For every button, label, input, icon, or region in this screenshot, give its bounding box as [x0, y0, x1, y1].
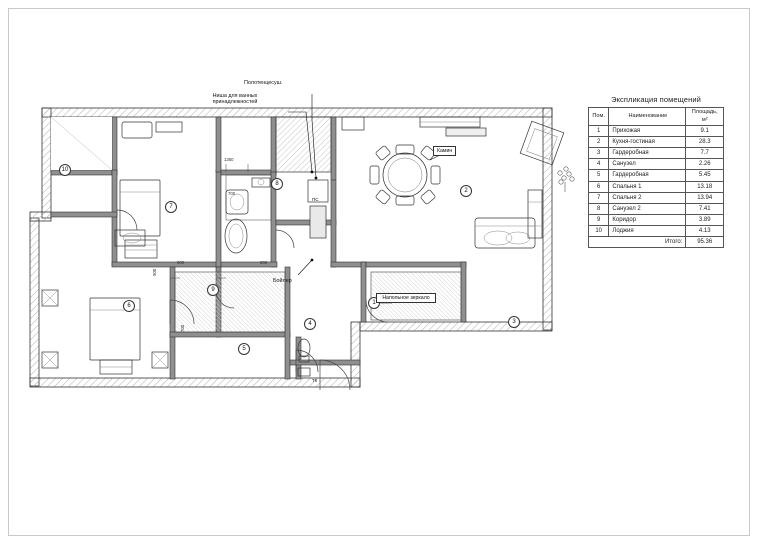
cell-num: 9	[589, 214, 609, 225]
furniture-kitchen-living	[342, 117, 574, 248]
cell-name: Лоджия	[609, 225, 686, 236]
cell-area: 5.45	[686, 170, 724, 181]
specification-block	[588, 95, 724, 248]
cell-num: 3	[589, 148, 609, 159]
room-marker-3: 3	[508, 316, 520, 328]
table-row	[589, 203, 724, 214]
cell-name: Санузел	[609, 159, 686, 170]
table-row	[589, 214, 724, 225]
dimension-700: 700	[228, 191, 236, 196]
dimension-900a: 900	[177, 260, 185, 265]
room-marker-6: 6	[123, 300, 135, 312]
cell-name: Санузел 2	[609, 203, 686, 214]
room-marker-7: 7	[165, 201, 177, 213]
cell-name: Спальня 2	[609, 192, 686, 203]
table-row	[589, 126, 724, 137]
room-marker-1: 1	[368, 297, 380, 309]
cell-num: 4	[589, 159, 609, 170]
furniture-bedroom-1	[42, 230, 168, 374]
annotation-tk: ТК	[312, 378, 318, 383]
cell-num: 8	[589, 203, 609, 214]
total-value: 95.36	[686, 237, 724, 248]
header-area: Площадь, м²	[686, 108, 724, 126]
plan-svg	[20, 60, 580, 480]
annotation-towel-rail: Полотенцесуш.	[244, 80, 283, 86]
cell-name: Гардеробная	[609, 148, 686, 159]
cell-name: Прихожая	[609, 126, 686, 137]
cell-name: Коридор	[609, 214, 686, 225]
header-name: Наименование	[609, 108, 686, 126]
room-marker-8: 8	[271, 178, 283, 190]
table-row	[589, 192, 724, 203]
annotation-fireplace: Камин	[433, 146, 456, 156]
cell-num: 7	[589, 192, 609, 203]
cell-area: 28.3	[686, 137, 724, 148]
cell-num: 6	[589, 181, 609, 192]
loggia-area	[51, 117, 112, 170]
header-num: Пом.	[589, 108, 609, 126]
annotation-ps: ПС	[312, 197, 319, 202]
dimension-1350: 1350	[224, 157, 234, 162]
cell-area: 13.18	[686, 181, 724, 192]
specification-title: Экспликация помещений	[611, 95, 701, 104]
cell-area: 7.41	[686, 203, 724, 214]
table-row	[589, 225, 724, 236]
specification-table	[588, 107, 724, 248]
cell-num: 10	[589, 225, 609, 236]
cell-area: 3.89	[686, 214, 724, 225]
table-row	[589, 170, 724, 181]
room-marker-5: 5	[238, 343, 250, 355]
cell-name: Спальня 1	[609, 181, 686, 192]
dimension-700b: 700	[180, 324, 185, 332]
annotation-niche: Ниша для ванных принадлежностей	[212, 93, 258, 106]
cell-num: 5	[589, 170, 609, 181]
furniture-bathroom-2	[225, 178, 270, 253]
table-row	[589, 148, 724, 159]
furniture-bedroom-2	[120, 122, 182, 258]
table-row	[589, 137, 724, 148]
table-row	[589, 159, 724, 170]
floor-plan-drawing	[20, 60, 580, 480]
cell-area: 4.13	[686, 225, 724, 236]
interior-walls	[51, 117, 466, 379]
room-marker-4: 4	[304, 318, 316, 330]
cell-area: 13.94	[686, 192, 724, 203]
cell-area: 2.26	[686, 159, 724, 170]
dimension-600: 600	[260, 260, 268, 265]
dimension-900b: 900	[152, 268, 157, 276]
cell-num: 2	[589, 137, 609, 148]
annotation-boiler: Бойлер	[273, 278, 292, 284]
table-total-row	[589, 237, 724, 248]
annotation-floor-mirror: Напольное зеркало	[376, 293, 436, 303]
room-marker-9: 9	[207, 284, 219, 296]
cell-area: 9.1	[686, 126, 724, 137]
cell-name: Гардеробная	[609, 170, 686, 181]
table-row	[589, 181, 724, 192]
cell-num: 1	[589, 126, 609, 137]
total-label: Итого:	[589, 237, 686, 248]
room-marker-10: 10	[59, 164, 71, 176]
room-marker-2: 2	[460, 185, 472, 197]
cell-name: Кухня-гостиная	[609, 137, 686, 148]
cell-area: 7.7	[686, 148, 724, 159]
table-header-row	[589, 108, 724, 126]
